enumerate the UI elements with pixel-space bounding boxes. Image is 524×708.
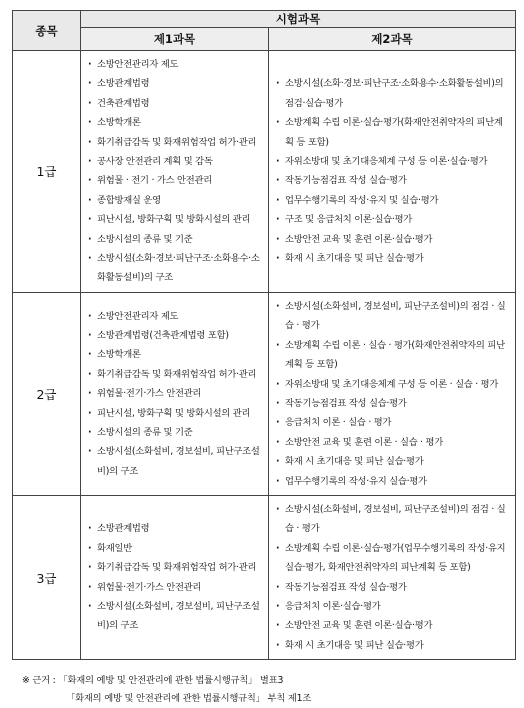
list-item: · 피난시설, 방화구획 및 방화시설의 관리 xyxy=(87,404,264,423)
grade-cell: 1급 xyxy=(13,51,81,293)
grade-cell: 3급 xyxy=(13,495,81,659)
list-item: · 화기취급감독 및 화재위험작업 허가·관리 xyxy=(87,558,264,577)
list-item: · 소방계획 수립 이론·실습·평가(화재안전취약자의 피난계획 등 포함) xyxy=(275,113,511,152)
source-note-continued: 「화재의 예방 및 안전관리에 관한 법률시행규칙」 부칙 제1조 xyxy=(66,693,312,704)
list-item: · 소방안전관리자 제도 xyxy=(87,307,264,326)
list-item: · 업무수행기록의 작성·유지 및 실습·평가 xyxy=(275,191,511,210)
list-item: · 소방학개론 xyxy=(87,113,264,132)
list-item: · 공사장 안전관리 계획 및 감독 xyxy=(87,152,264,171)
subject2-list xyxy=(269,293,515,495)
exam-subjects-table xyxy=(12,10,516,660)
list-item: · 응급처치 이론·실습·평가 xyxy=(275,597,511,616)
header-row xyxy=(13,11,516,28)
list-item: · 위험물·전기·가스 안전관리 xyxy=(87,578,264,597)
list-item: · 소방관계법령(건축관계법령 포함) xyxy=(87,326,264,345)
table-row xyxy=(13,495,516,659)
list-item: · 소방안전 교육 및 훈련 이론·실습·평가 xyxy=(275,616,511,635)
list-item: · 종합방재실 운영 xyxy=(87,191,264,210)
list-item: · 화기취급감독 및 화재위험작업 허가·관리 xyxy=(87,365,264,384)
list-item: · 화재 시 초기대응 및 피난 실습·평가 xyxy=(275,636,511,655)
list-item: · 화재 시 초기대응 및 피난 실습·평가 xyxy=(275,452,511,471)
subject2-cell xyxy=(269,292,516,495)
table-row xyxy=(13,51,516,293)
list-item: · 구조 및 응급처치 이론·실습·평가 xyxy=(275,210,511,229)
list-item: · 건축관계법령 xyxy=(87,94,264,113)
list-item: · 소방시설(소화·경보·피난구조·소화용수·소화활동설비)의 구조 xyxy=(87,249,264,288)
subject1-list xyxy=(81,303,268,486)
list-item: · 소방관계법령 xyxy=(87,519,264,538)
header-subject1: 제1과목 xyxy=(81,28,269,51)
list-item: · 자위소방대 및 초기대응체계 구성 등 이론 · 실습 · 평가 xyxy=(275,375,511,394)
list-item: · 작동기능점검표 작성 실습·평가 xyxy=(275,578,511,597)
list-item: · 소방시설(소화설비, 경보설비, 피난구조설비)의 점검 · 실습 · 평가 xyxy=(275,500,511,539)
subject1-cell xyxy=(81,51,269,293)
list-item: · 업무수행기록의 작성·유지 실습·평가 xyxy=(275,472,511,491)
list-item: · 소방안전관리자 제도 xyxy=(87,55,264,74)
subject1-list xyxy=(81,51,268,292)
grade-cell: 2급 xyxy=(13,292,81,495)
subject2-list xyxy=(269,496,515,659)
list-item: · 소방시설(소화설비, 경보설비, 피난구조설비)의 점검 · 실습 · 평가 xyxy=(275,297,511,336)
header-subject2: 제2과목 xyxy=(269,28,516,51)
source-note: ※ 근거 : 「화재의 예방 및 안전관리에 관한 법률시행규칙」 별표3 xyxy=(22,675,284,686)
subject2-list xyxy=(269,70,515,272)
header-exam-subjects: 시험과목 xyxy=(81,11,516,28)
list-item: · 화기취급감독 및 화재위험작업 허가·관리 xyxy=(87,133,264,152)
subject2-cell xyxy=(269,495,516,659)
list-item: · 화재 시 초기대응 및 피난 실습·평가 xyxy=(275,249,511,268)
list-item: · 화재일반 xyxy=(87,539,264,558)
header-category: 종목 xyxy=(13,11,81,51)
subject1-list xyxy=(81,515,268,639)
list-item: · 작동기능점검표 작성 실습·평가 xyxy=(275,171,511,190)
list-item: · 소방관계법령 xyxy=(87,74,264,93)
list-item: · 소방학개론 xyxy=(87,345,264,364)
subject2-cell xyxy=(269,51,516,293)
subheader-row xyxy=(13,28,516,51)
list-item: · 소방안전 교육 및 훈련 이론 · 실습 · 평가 xyxy=(275,433,511,452)
list-item: · 소방계획 수립 이론·실습·평가(업무수행기록의 작성·유지 실습·평가, 화재안전취약자의 피난계획 등 포함) xyxy=(275,539,511,578)
subject1-cell xyxy=(81,495,269,659)
list-item: · 위험물·전기·가스 안전관리 xyxy=(87,384,264,403)
list-item: · 소방시설(소화·경보·피난구조·소화용수·소화활동설비)의 점검·실습·평가 xyxy=(275,74,511,113)
table-row xyxy=(13,292,516,495)
list-item: · 피난시설, 방화구획 및 방화시설의 관리 xyxy=(87,210,264,229)
list-item: · 작동기능점검표 작성 실습·평가 xyxy=(275,394,511,413)
list-item: · 소방시설의 종류 및 기준 xyxy=(87,423,264,442)
list-item: · 소방시설(소화설비, 경보설비, 피난구조설비)의 구조 xyxy=(87,597,264,636)
list-item: · 소방시설(소화설비, 경보설비, 피난구조설비)의 구조 xyxy=(87,442,264,481)
list-item: · 소방시설의 종류 및 기준 xyxy=(87,230,264,249)
list-item: · 응급처치 이론 · 실습 · 평가 xyxy=(275,413,511,432)
list-item: · 소방안전 교육 및 훈련 이론·실습·평가 xyxy=(275,230,511,249)
list-item: · 위험물 · 전기 · 가스 안전관리 xyxy=(87,171,264,190)
list-item: · 자위소방대 및 초기대응체계 구성 등 이론·실습·평가 xyxy=(275,152,511,171)
list-item: · 소방계획 수립 이론 · 실습 · 평가(화재안전취약자의 피난계획 등 포함) xyxy=(275,336,511,375)
subject1-cell xyxy=(81,292,269,495)
